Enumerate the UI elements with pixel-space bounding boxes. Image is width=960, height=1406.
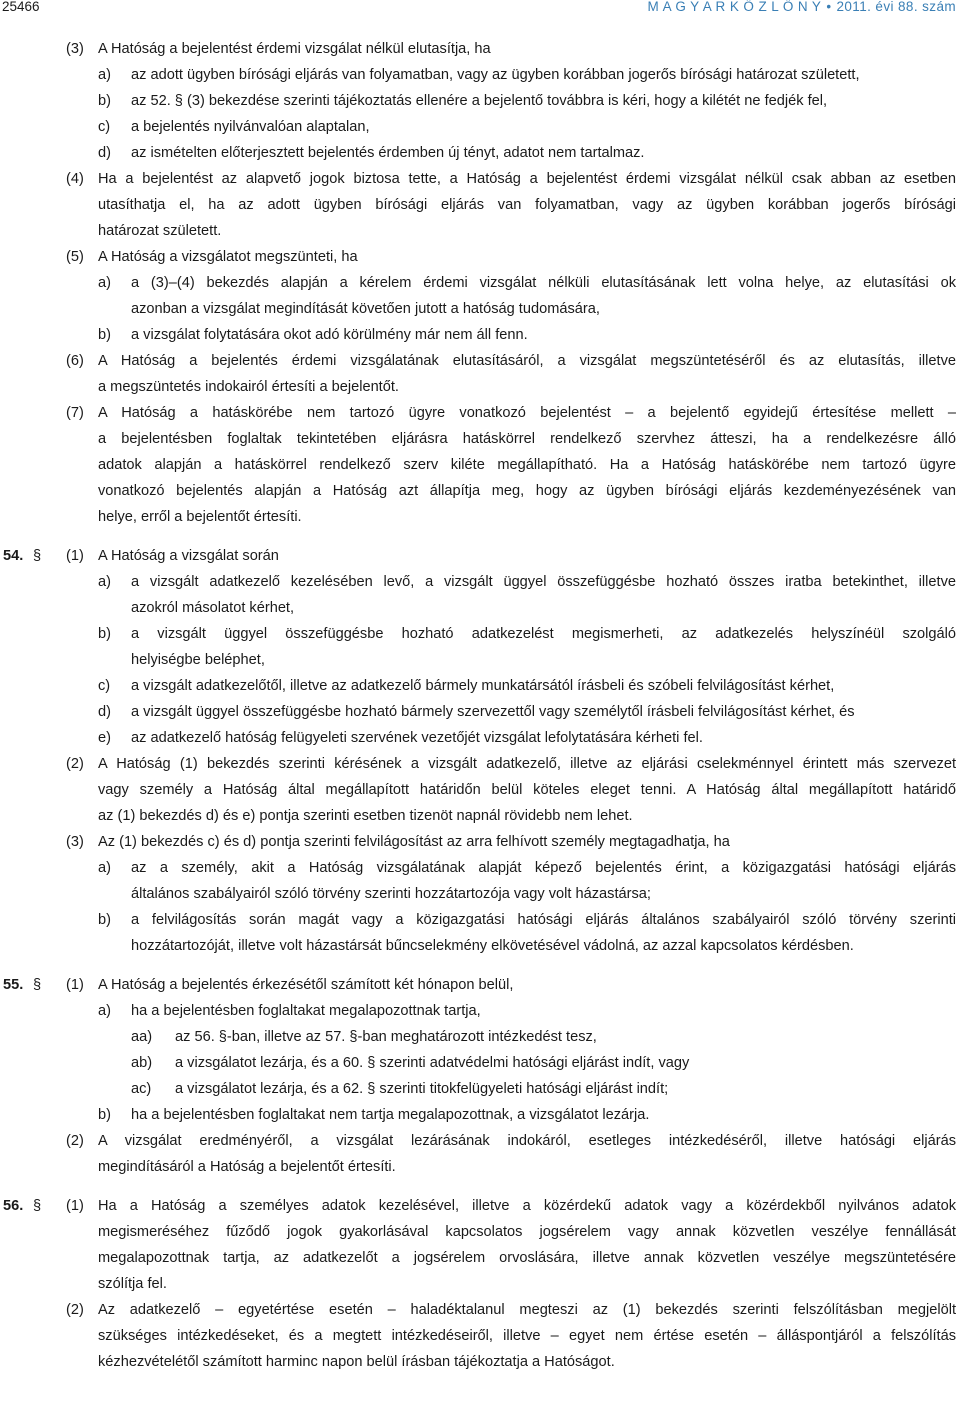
text-line [0,62,960,88]
text-line [0,972,960,998]
text-line [0,1219,960,1245]
line-text: helyiségbe beléphet, [131,652,265,668]
text-line [0,1076,960,1102]
text-line [0,244,960,270]
text-line [0,803,960,829]
journal-title [648,0,956,14]
line-text: A Hatóság a vizsgálat során [98,548,279,564]
line-text: A Hatóság a bejelentés érkezésétől számított két hónapon belül, [98,977,514,993]
bullet-icon: • [826,0,832,14]
line-text: a (3)–(4) bekezdés alapján a kérelem érdemi vizsgálat nélküli elutasításának lett volna helye, az elutasítási ok [131,275,956,291]
point-label: b) [98,626,111,642]
text-line [0,777,960,803]
paragraph-number: (2) [66,1302,84,1318]
text-line [0,1323,960,1349]
section-gap [0,530,960,543]
text-line [0,374,960,400]
text-line [0,543,960,569]
line-text: A Hatóság a hatáskörébe nem tartozó ügyre vonatkozó bejelentést – a bejelentő egyidejű értesítése mellett – [98,405,956,421]
line-text: megindításáról a Hatóság a bejelentőt értesíti. [98,1159,396,1175]
text-line [0,699,960,725]
line-text: A vizsgálat eredményéről, a vizsgálat lezárásának indokáról, esetleges intézkedéséről, illetve hatósági eljárás [98,1133,956,1149]
line-text: a vizsgált üggyel összefüggésbe hozható adatkezelést megismerheti, az adatkezelés helyszínéül szolgáló [131,626,956,642]
text-line [0,504,960,530]
line-text: az a személy, akit a Hatóság vizsgálatának alapját képező bejelentés érint, a közigazgatási hatósági eljárás [131,860,956,876]
text-line [0,166,960,192]
paragraph-number: (1) [66,977,84,993]
text-line [0,855,960,881]
line-text: megismeréséhez fűződő jogok gyakorlásával kapcsolatos jogsérelem vagy annak közvetlen veszélye fennállását [98,1224,956,1240]
line-text: szólítja fel. [98,1276,167,1292]
text-line [0,647,960,673]
line-text: az 56. §-ban, illetve az 57. §-ban meghatározott intézkedést tesz, [175,1029,597,1045]
line-text: a vizsgált adatkezelő kezelésében levő, a vizsgált üggyel összefüggésbe hozható összes iratba betekinthet, illetve [131,574,956,590]
text-line [0,1102,960,1128]
paragraph-number: (2) [66,1133,84,1149]
line-text: azokról másolatot kérhet, [131,600,295,616]
line-text: A Hatóság a vizsgálatot megszünteti, ha [98,249,358,265]
text-line [0,478,960,504]
section-gap [0,959,960,972]
section-number: 55. [3,977,24,993]
text-line [0,595,960,621]
paragraph-number: (7) [66,405,84,421]
line-text: az adott ügyben bírósági eljárás van folyamatban, vagy az ügyben korábban jogerős bírósági határozat született, [131,67,860,83]
line-text: a vizsgálatot lezárja, és a 62. § szerinti titokfelügyeleti hatósági eljárást indít; [175,1081,669,1097]
point-label: d) [98,145,111,161]
text-line [0,725,960,751]
line-text: Az adatkezelő – egyetértése esetén – haladéktalanul megteszi az (1) bekezdés szerinti felszólításban megjelölt [98,1302,956,1318]
line-text: hozzátartozóját, illetve volt házastársát bűncselekmény elkövetésével vádolná, az azzal kapcsolatos kérdésben. [131,938,854,954]
text-line [0,829,960,855]
line-text: a vizsgált üggyel összefüggésbe hozható bármely szervezettől vagy személytől írásbeli felvilágosítást kérhet, és [131,704,855,720]
paragraph-number: (1) [66,548,84,564]
text-line [0,907,960,933]
point-label: e) [98,730,111,746]
text-line [0,296,960,322]
line-text: A Hatóság a bejelentést érdemi vizsgálat nélkül elutasítja, ha [98,41,491,57]
document-body [0,36,960,1375]
line-text: adatok alapján a hatáskörrel rendelkező szerv kiléte megállapítható. Ha a Hatóság hatáskörébe nem tartozó ügyre [98,457,956,473]
text-line [0,1271,960,1297]
text-line [0,348,960,374]
line-text: az adatkezelő hatóság felügyeleti szervének vezetőjét vizsgálat lefolytatására kérheti fel. [131,730,703,746]
line-text: A Hatóság a bejelentés érdemi vizsgálatának elutasításáról, a vizsgálat megszüntetéséről és az elutasítás, illetve [98,353,956,369]
text-line [0,933,960,959]
point-label: aa) [131,1029,153,1045]
text-line [0,36,960,62]
line-text: A Hatóság (1) bekezdés szerinti kérésének a vizsgált adatkezelő, illetve az eljárási cselekménnyel érintett más szervezet [98,756,956,772]
point-label: d) [98,704,111,720]
text-line [0,1128,960,1154]
line-text: ha a bejelentésben foglaltakat nem tartja megalapozottnak, a vizsgálatot lezárja. [131,1107,650,1123]
section-number: 54. [3,548,24,564]
line-text: a vizsgálat folytatására okot adó körülmény már nem áll fenn. [131,327,528,343]
section-sign: § [33,977,42,993]
text-line [0,140,960,166]
text-line [0,114,960,140]
paragraph-number: (4) [66,171,84,187]
text-line [0,218,960,244]
text-line [0,88,960,114]
paragraph-number: (5) [66,249,84,265]
line-text: a bejelentés nyilvánvalóan alaptalan, [131,119,370,135]
text-line [0,569,960,595]
point-label: a) [98,1003,111,1019]
line-text: utasíthatja el, ha az adott ügyben bírósági eljárás van folyamatban, vagy az ügyben korábban jogerős bírósági [98,197,956,213]
line-text: az ismételten előterjesztett bejelentés érdemben új tényt, adatot nem tartalmaz. [131,145,645,161]
point-label: a) [98,574,111,590]
paragraph-number: (2) [66,756,84,772]
journal-name: M A G Y A R K Ö Z L Ö N Y [647,0,822,14]
text-line [0,400,960,426]
text-line [0,270,960,296]
line-text: a megszüntetés indokairól értesíti a bejelentőt. [98,379,399,395]
page-number: 25466 [2,0,40,14]
point-label: a) [98,860,111,876]
text-line [0,621,960,647]
text-line [0,1349,960,1375]
paragraph-number: (3) [66,41,84,57]
section-gap [0,1180,960,1193]
point-label: b) [98,1107,111,1123]
line-text: Ha a Hatóság a személyes adatok kezelésével, illetve a közérdekű adatok vagy a közérdekből nyilvános adatok [98,1198,956,1214]
line-text: azonban a vizsgálat megindítását követően jutott a hatóság tudomására, [131,301,600,317]
point-label: b) [98,327,111,343]
line-text: a vizsgálatot lezárja, és a 60. § szerinti adatvédelmi hatósági eljárást indít, vagy [175,1055,690,1071]
paragraph-number: (3) [66,834,84,850]
line-text: az (1) bekezdés d) és e) pontja szerinti esetben tizenöt napnál rövidebb nem lehet. [98,808,633,824]
point-label: c) [98,678,111,694]
point-label: b) [98,93,111,109]
line-text: vagy személy a Hatóság által megállapított határidőn belül köteles eleget tenni. A Hatóság által megállapított határidő [98,782,956,798]
text-line [0,452,960,478]
text-line [0,1297,960,1323]
line-text: a felvilágosítás során magát vagy a közigazgatási hatósági eljárás általános szabályairól szóló törvény szerinti [131,912,956,928]
text-line [0,1193,960,1219]
text-line [0,751,960,777]
text-line [0,1024,960,1050]
section-sign: § [33,1198,42,1214]
point-label: a) [98,275,111,291]
point-label: ab) [131,1055,153,1071]
issue-label: 2011. évi 88. szám [836,0,956,14]
text-line [0,322,960,348]
text-line [0,1245,960,1271]
text-line [0,1050,960,1076]
point-label: a) [98,67,111,83]
line-text: határozat született. [98,223,222,239]
line-text: a bejelentésben foglaltak tekintetében eljárásra hatáskörrel rendelkező szervhez átteszi, ha a rendelkezésre álló [98,431,956,447]
text-line [0,881,960,907]
line-text: a vizsgált adatkezelőtől, illetve az adatkezelő bármely munkatársától írásbeli és szóbeli felvilágosítást kérhet, [131,678,835,694]
line-text: általános szabályairól szóló törvény szerinti hozzátartozója vagy volt házastársa; [131,886,651,902]
line-text: szükséges intézkedéseket, és a megtett intézkedéseiről, illetve – egyet nem értése esetén – álláspontjáról a felszólítás [98,1328,956,1344]
line-text: vonatkozó bejelentés alapján a Hatóság azt állapítja meg, hogy az ügyben bírósági eljárás kezdeményezésének van [98,483,956,499]
line-text: ha a bejelentésben foglaltakat megalapozottnak tartja, [131,1003,481,1019]
point-label: ac) [131,1081,152,1097]
line-text: megalapozottnak tartja, az adatkezelőt a jogsérelem orvoslására, illetve annak közvetlen veszélye megszüntetésére [98,1250,956,1266]
text-line [0,192,960,218]
section-sign: § [33,548,42,564]
point-label: b) [98,912,111,928]
paragraph-number: (1) [66,1198,84,1214]
point-label: c) [98,119,111,135]
text-line [0,1154,960,1180]
line-text: kézhezvételétől számított harminc napon belül írásban tájékoztatja a Hatóságot. [98,1354,615,1370]
text-line [0,673,960,699]
line-text: Ha a bejelentést az alapvető jogok biztosa tette, a Hatóság a bejelentést érdemi vizsgálat nélkül csak abban az esetben [98,171,956,187]
page-header [2,0,956,20]
line-text: az 52. § (3) bekezdése szerinti tájékoztatás ellenére a bejelentő továbbra is kéri, hogy a kilétét ne fedjék fel, [131,93,828,109]
section-number: 56. [3,1198,24,1214]
line-text: Az (1) bekezdés c) és d) pontja szerinti felvilágosítást az arra felhívott személy megtagadhatja, ha [98,834,730,850]
paragraph-number: (6) [66,353,84,369]
line-text: helye, erről a bejelentőt értesíti. [98,509,302,525]
text-line [0,426,960,452]
text-line [0,998,960,1024]
